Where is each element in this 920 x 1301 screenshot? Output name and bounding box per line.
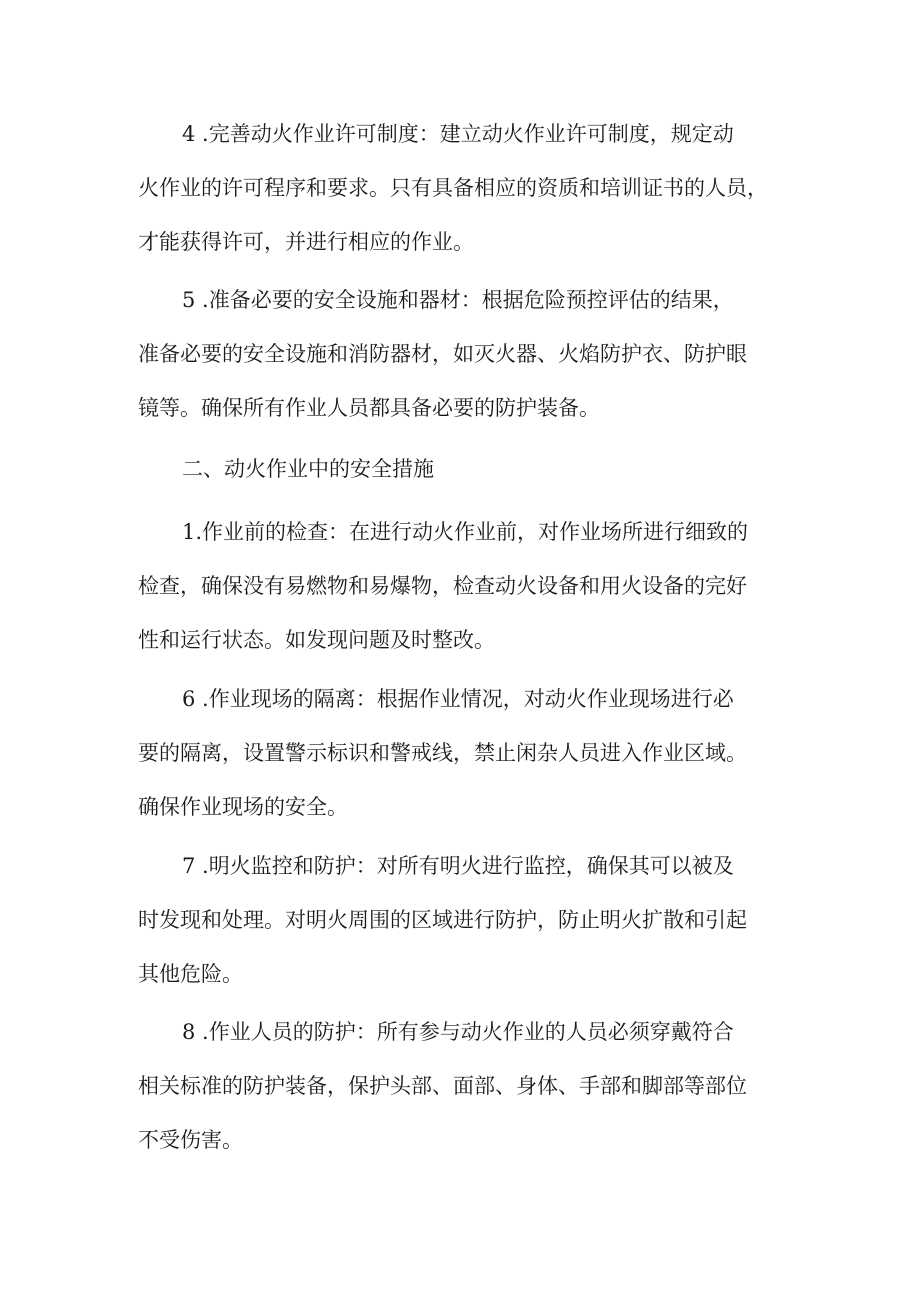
paragraph-worker-protection <box>138 1005 778 1167</box>
paragraph-line: 火作业的许可程序和要求。只有具备相应的资质和培训证书的人员， <box>138 176 768 200</box>
paragraph-line: 确保作业现场的安全。 <box>138 795 348 819</box>
paragraph-line: 镜等。确保所有作业人员都具备必要的防护装备。 <box>138 396 600 420</box>
section-heading-text: 二、动火作业中的安全措施 <box>182 457 434 481</box>
paragraph-line: 才能获得许可，并进行相应的作业。 <box>138 230 474 254</box>
paragraph-hot-work-permit <box>138 107 778 269</box>
paragraph-line: 4 .完善动火作业许可制度：建立动火作业许可制度，规定动 <box>182 122 734 146</box>
paragraph-line: 要的隔离，设置警示标识和警戒线，禁止闲杂人员进入作业区域。 <box>138 741 747 765</box>
section-heading <box>138 442 778 496</box>
paragraph-line: 相关标准的防护装备，保护头部、面部、身体、手部和脚部等部位 <box>138 1074 747 1098</box>
paragraph-line: 5 .准备必要的安全设施和器材：根据危险预控评估的结果， <box>182 288 734 312</box>
paragraph-line: 不受伤害。 <box>138 1128 243 1152</box>
paragraph-site-isolation <box>138 672 778 834</box>
paragraph-safety-equipment <box>138 273 778 435</box>
paragraph-line: 时发现和处理。对明火周围的区域进行防护，防止明火扩散和引起 <box>138 908 747 932</box>
paragraph-line: 6 .作业现场的隔离：根据作业情况，对动火作业现场进行必 <box>182 687 734 711</box>
paragraph-line: 其他危险。 <box>138 962 243 986</box>
paragraph-line: 性和运行状态。如发现问题及时整改。 <box>138 628 495 652</box>
paragraph-pre-work-check <box>138 505 778 667</box>
paragraph-open-fire-monitoring <box>138 839 778 1001</box>
paragraph-line: 准备必要的安全设施和消防器材，如灭火器、火焰防护衣、防护眼 <box>138 342 747 366</box>
paragraph-line: 7 .明火监控和防护：对所有明火进行监控，确保其可以被及 <box>182 854 734 878</box>
paragraph-line: 8 .作业人员的防护：所有参与动火作业的人员必须穿戴符合 <box>182 1020 734 1044</box>
paragraph-line: 1.作业前的检查：在进行动火作业前，对作业场所进行细致的 <box>182 520 749 544</box>
paragraph-line: 检查，确保没有易燃物和易爆物，检查动火设备和用火设备的完好 <box>138 574 747 598</box>
